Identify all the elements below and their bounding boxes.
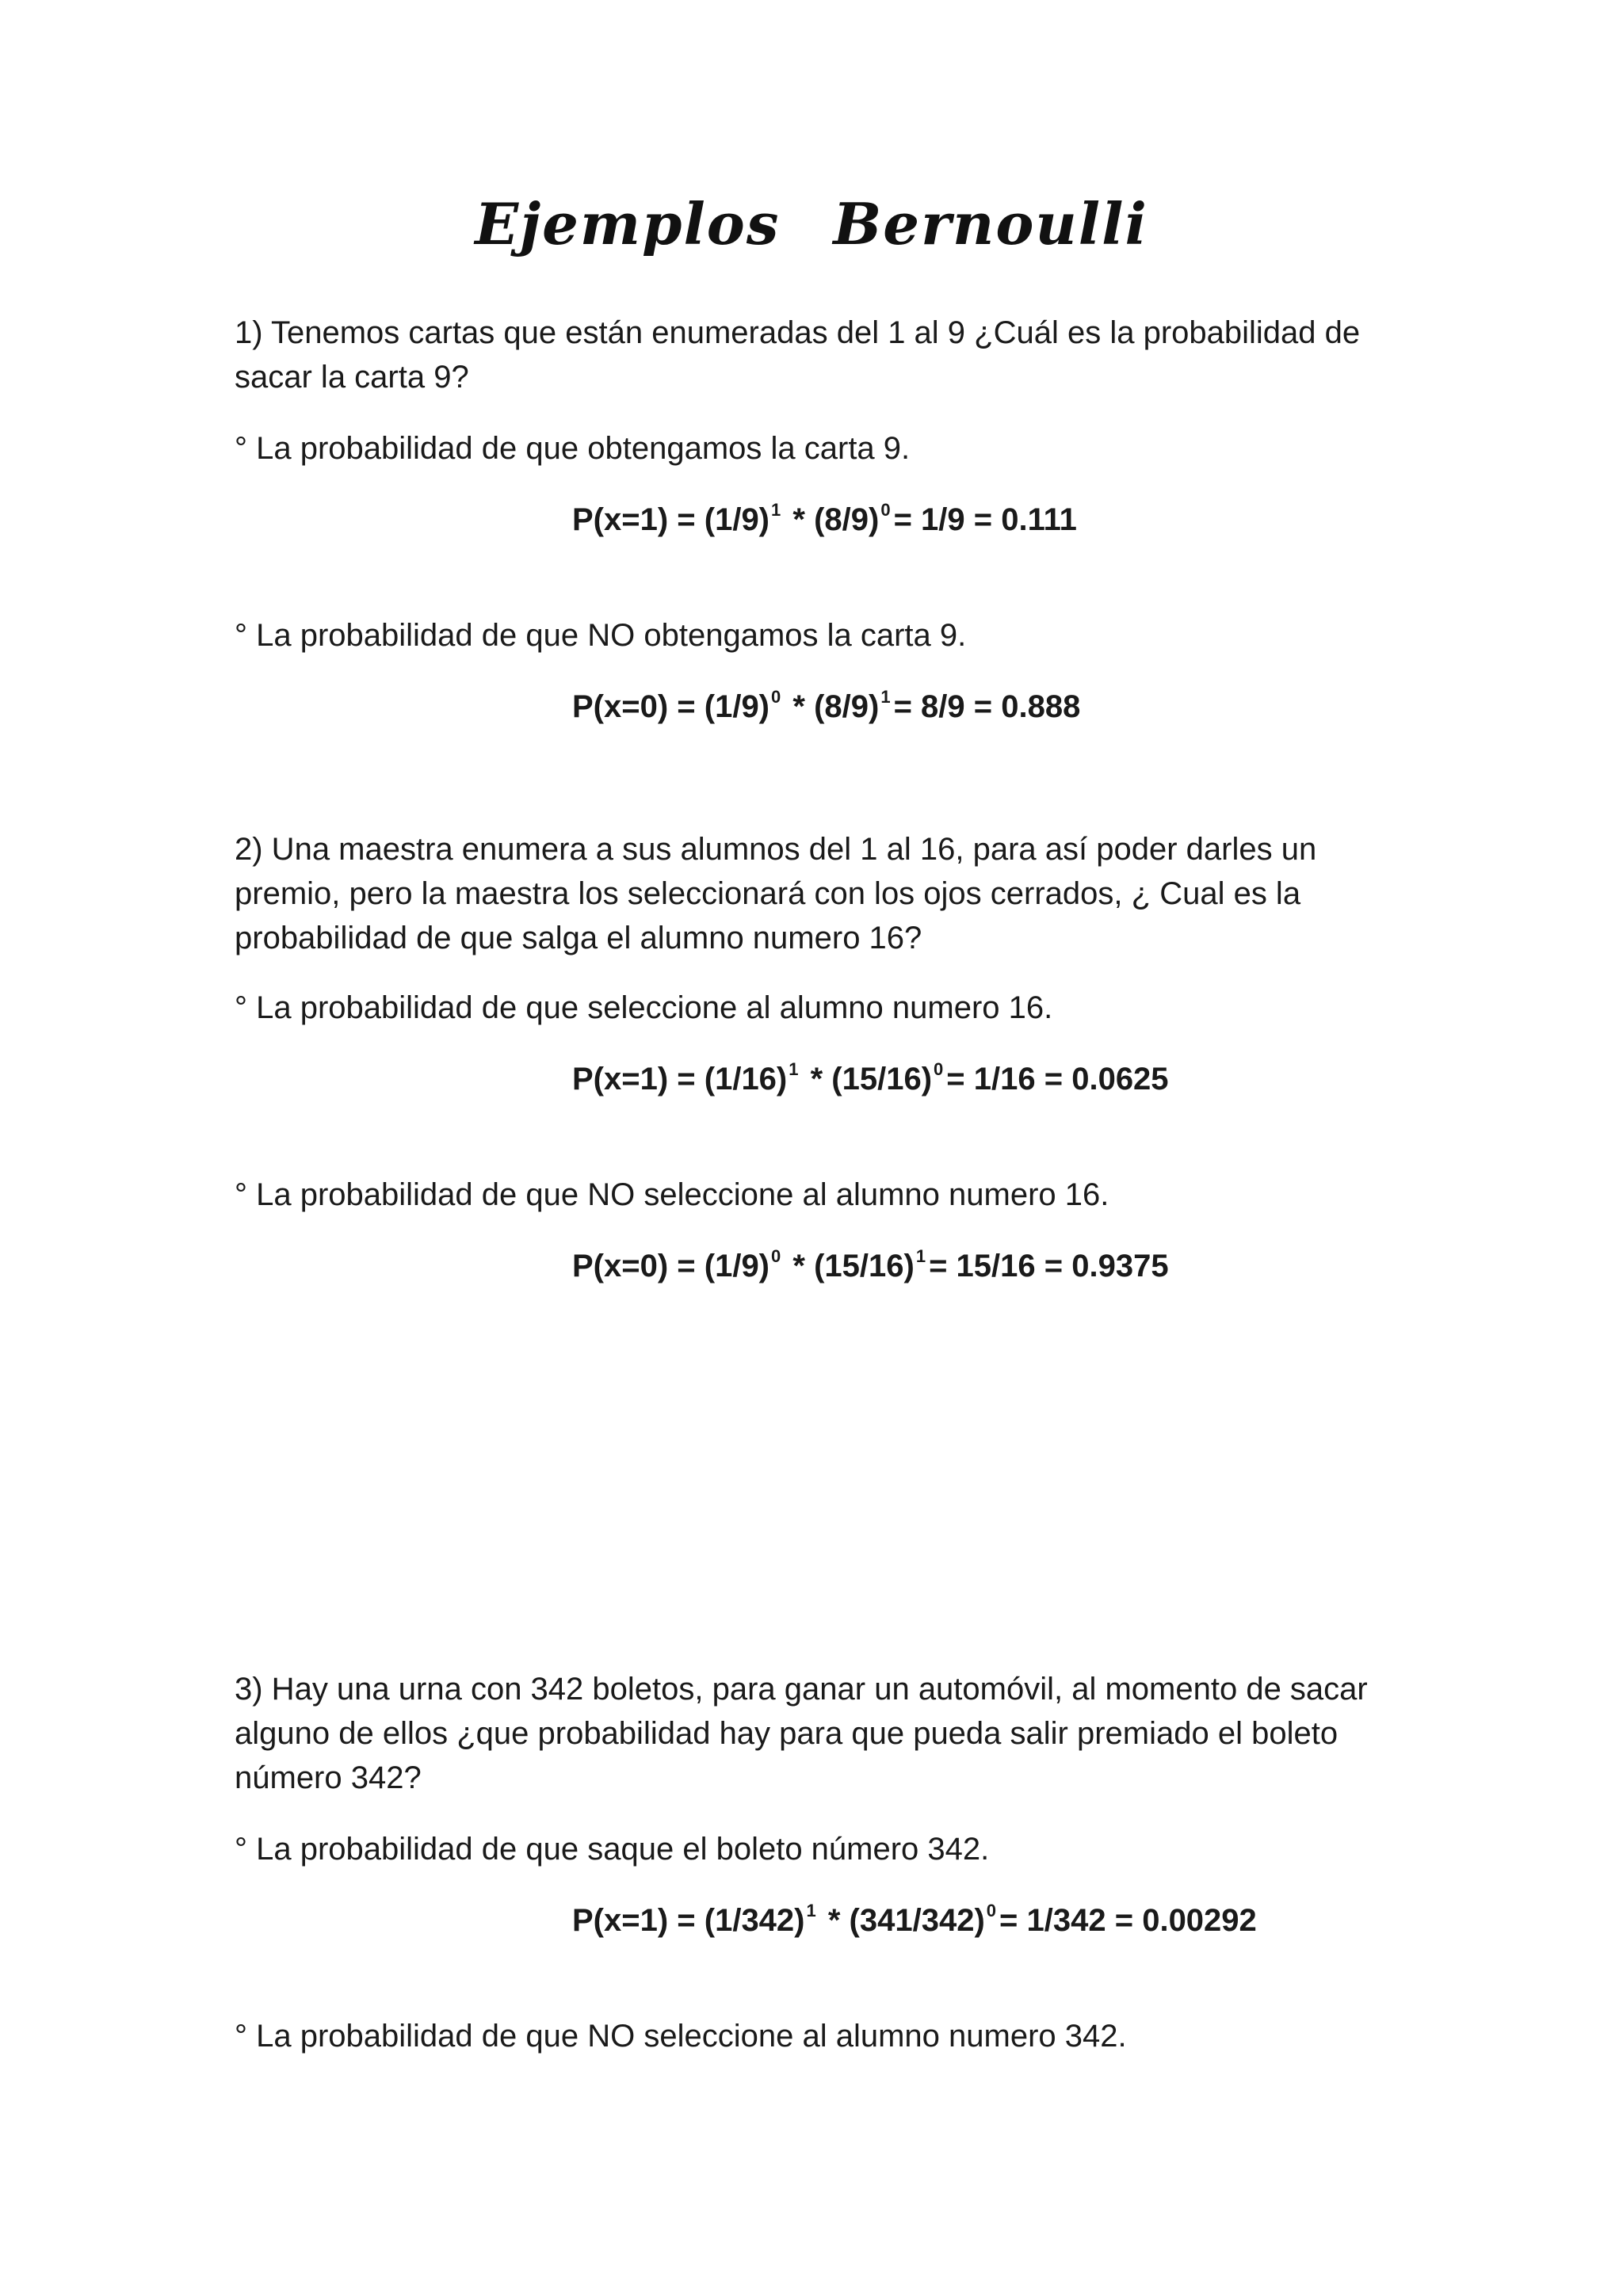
formula-part: P(x=0) = (1/9) [572,1249,770,1283]
formula-result: = 15/16 = 0.9375 [929,1249,1169,1283]
formula-exponent: 1 [915,1246,926,1266]
formula-part: * (8/9) [792,502,880,537]
formula-exponent: 0 [771,1246,781,1266]
example-2-case-1-formula [572,1057,1169,1101]
formula-part: P(x=1) = (1/342) [572,1903,805,1938]
formula-result: = 1/9 = 0.111 [893,502,1077,537]
formula-exponent: 0 [986,1901,997,1920]
example-2-question: 2) Una maestra enumera a sus alumnos del 1 al 16, para así poder darles un premio, pero la maestra los seleccionará con los ojos cerrados, ¿ Cual es la probabilidad de que salga el alumno numero 16? [235,832,1317,955]
formula-result: = 1/342 = 0.00292 [999,1903,1257,1938]
formula-part: P(x=1) = (1/9) [572,502,770,537]
formula-part: * (15/16) [810,1062,933,1097]
formula-exponent: 1 [789,1059,799,1079]
formula-exponent: 0 [880,500,891,520]
formula-exponent: 0 [771,687,781,707]
formula-exponent: 1 [771,500,781,520]
formula-part: P(x=0) = (1/9) [572,689,770,724]
page-title: Ejemplos Bernoulli [475,190,1148,257]
example-1-case-1-text: ° La probabilidad de que obtengamos la carta 9. [235,431,911,466]
example-2-case-2-text: ° La probabilidad de que NO seleccione al alumno numero 16. [235,1177,1109,1212]
example-1-case-2-text: ° La probabilidad de que NO obtengamos la carta 9. [235,618,967,653]
example-3-question: 3) Hay una urna con 342 boletos, para ganar un automóvil, al momento de sacar alguno de ellos ¿que probabilidad hay para que pueda salir premiado el boleto número 342? [235,1672,1368,1795]
example-3-case-2-text: ° La probabilidad de que NO seleccione al alumno numero 342. [235,2019,1127,2054]
formula-result: = 8/9 = 0.888 [893,689,1081,724]
formula-exponent: 0 [934,1059,944,1079]
example-1-question: 1) Tenemos cartas que están enumeradas del 1 al 9 ¿Cuál es la probabilidad de sacar la carta 9? [235,315,1361,395]
formula-part: * (8/9) [792,689,880,724]
example-1-case-1-formula [572,498,1077,542]
formula-exponent: 1 [880,687,891,707]
formula-result: = 1/16 = 0.0625 [946,1062,1169,1097]
example-2-case-2-formula [572,1244,1169,1288]
example-1-case-2-formula [572,685,1080,729]
example-3-case-1-formula [572,1898,1257,1943]
formula-part: P(x=1) = (1/16) [572,1062,788,1097]
formula-exponent: 1 [806,1901,816,1920]
formula-part: * (15/16) [792,1249,915,1283]
example-2-case-1-text: ° La probabilidad de que seleccione al alumno numero 16. [235,990,1053,1025]
formula-part: * (341/342) [827,1903,985,1938]
example-3-case-1-text: ° La probabilidad de que saque el boleto número 342. [235,1832,990,1867]
